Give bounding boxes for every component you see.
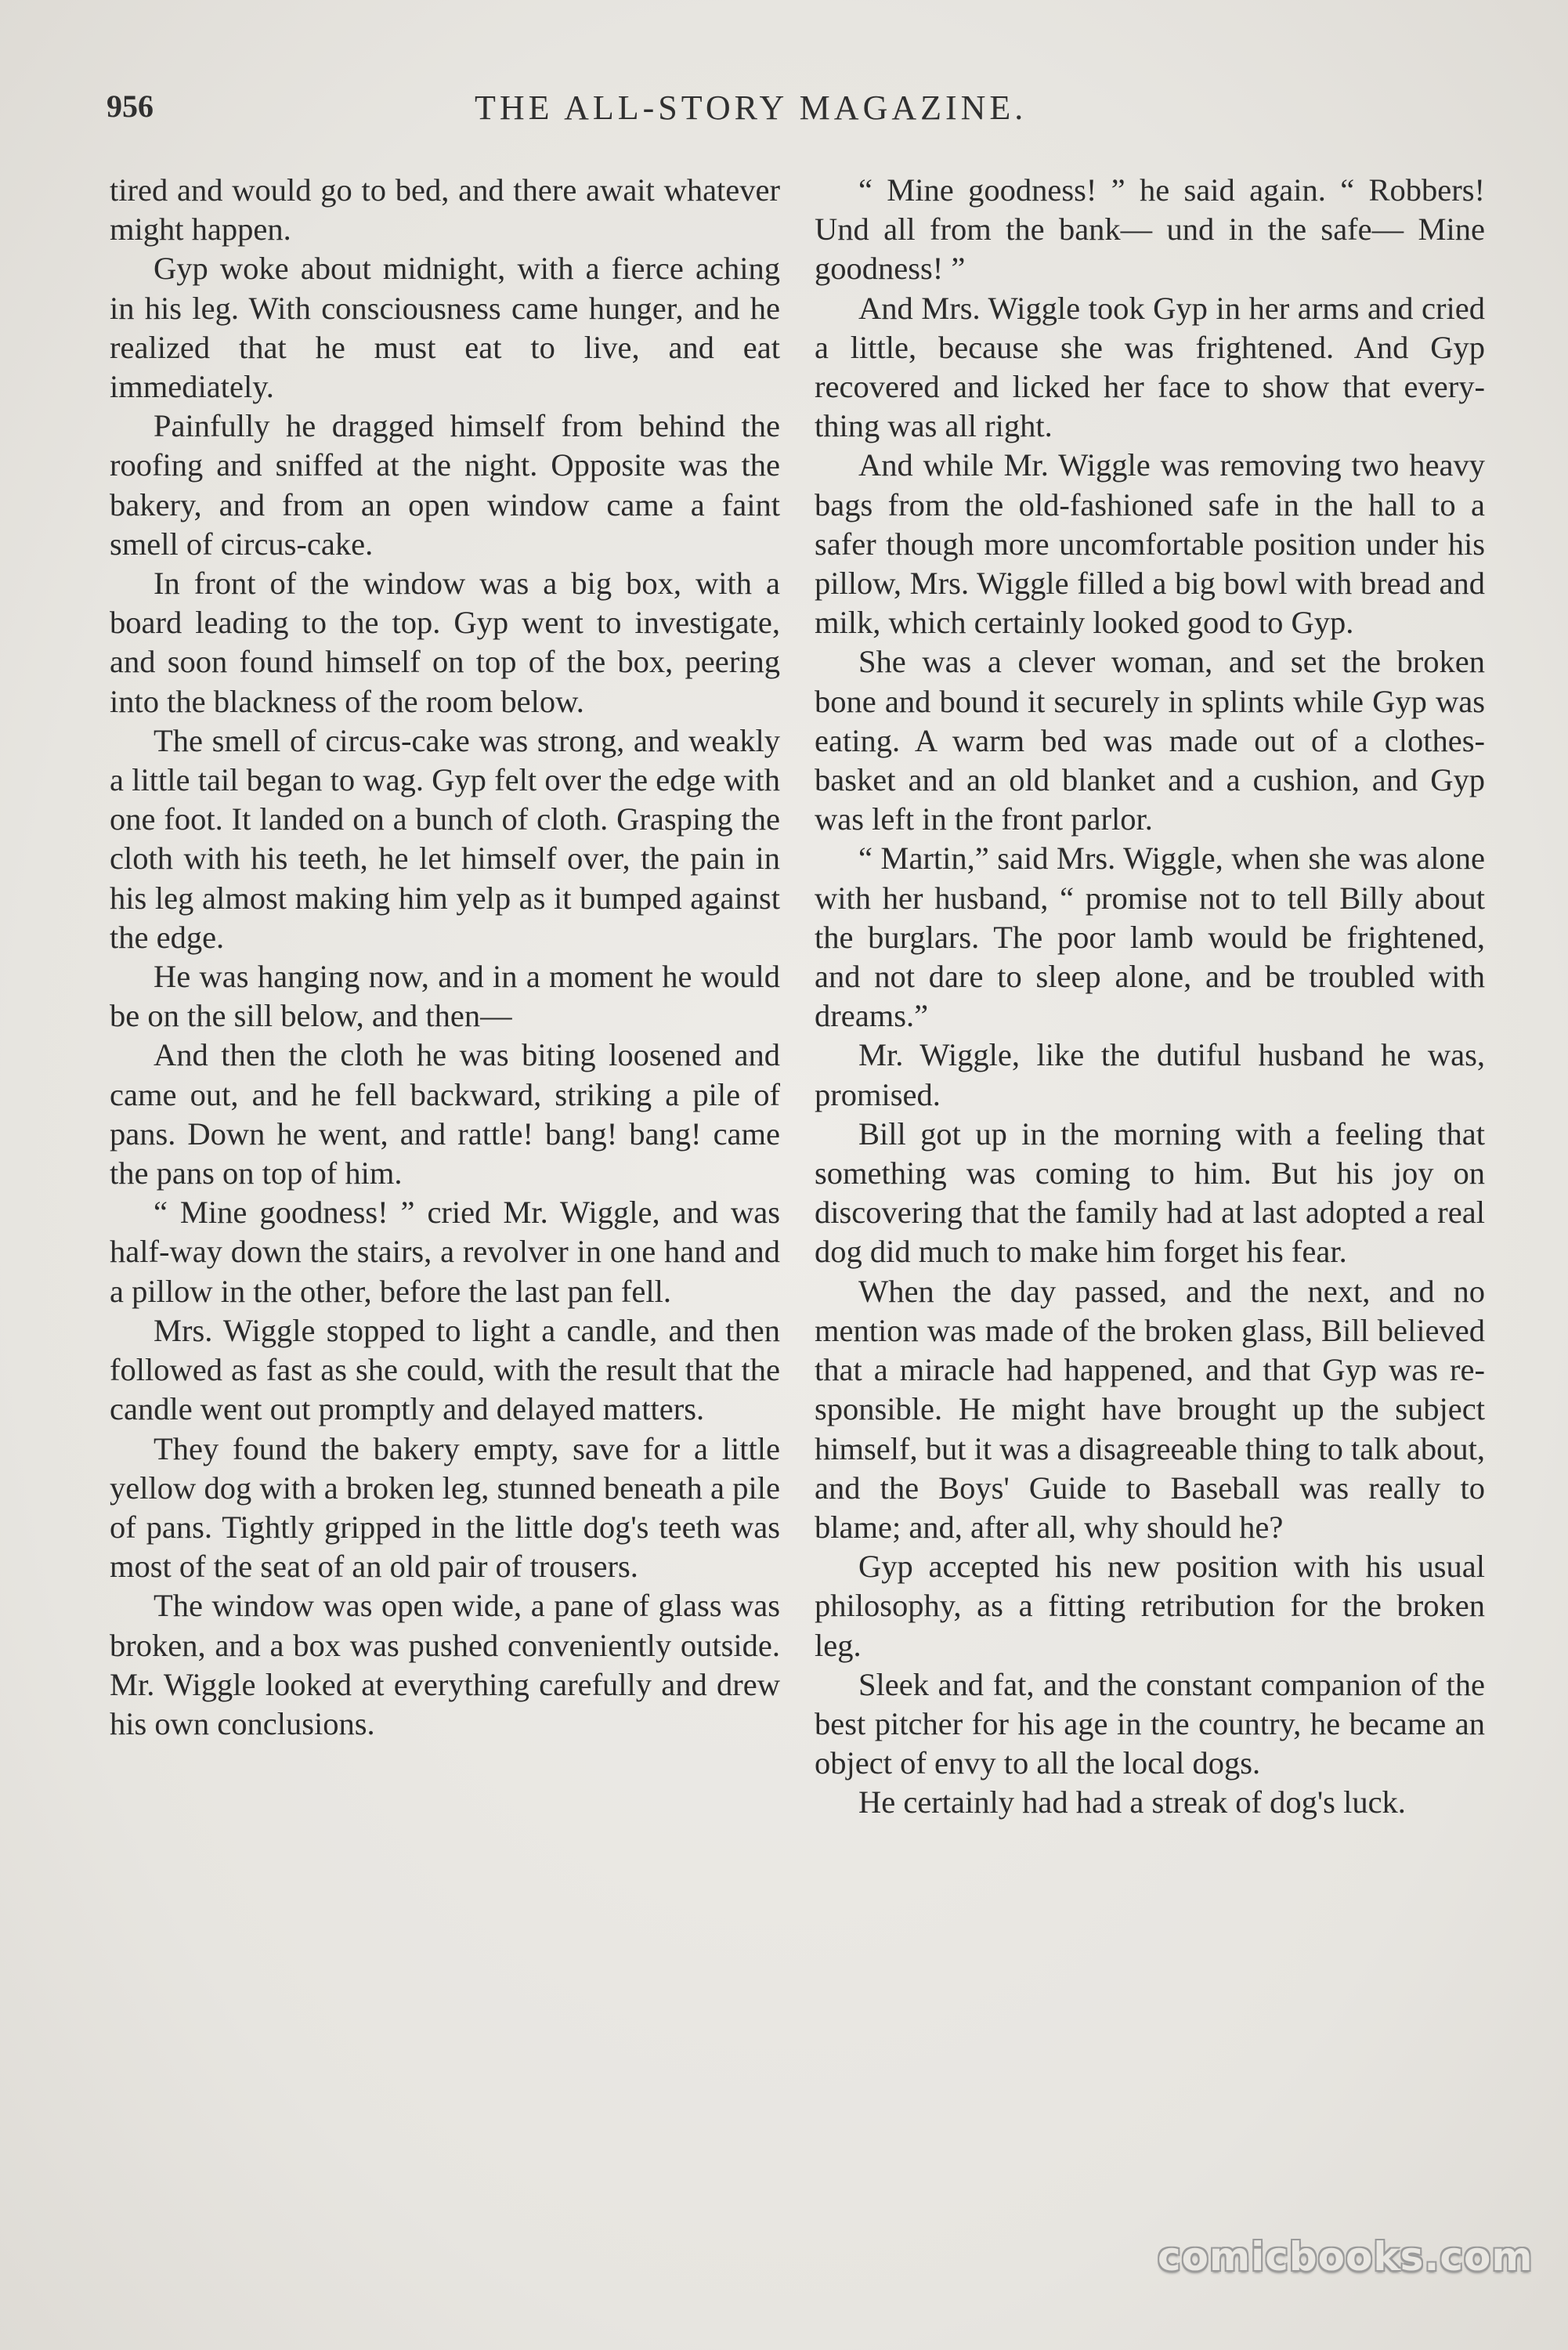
paragraph: When the day passed, and the next, and no mention was made of the broken glass, Bill believed that a miracle had happened, and that Gyp was responsible. He might have brought up the subject himself, but it was a disagreeable thing to talk about, and the Boys' Guide to Baseball was really to blame; and, after all, why should he? bbox=[815, 1273, 1485, 1545]
paragraph: He certainly had had a streak of dog's luck. bbox=[858, 1784, 1406, 1820]
paragraph: “ Mine goodness! ” he said again. “ Robbers! Und all from the bank— und in the safe— Mine goodness! ” bbox=[815, 172, 1485, 287]
running-title: THE ALL-STORY MAGAZINE. bbox=[475, 89, 1028, 127]
paragraph: And while Mr. Wiggle was removing two heavy bags from the old-fashioned safe in the hall to a safer though more uncomfortable position under his pillow, Mrs. Wiggle filled a big bowl with bread and milk, which certainly looked good to Gyp. bbox=[815, 447, 1485, 641]
paragraph: She was a clever woman, and set the broken bone and bound it securely in splints while Gyp was eating. A warm bed was made out of a clothes-basket and an old blanket and a cushion, and Gyp was left in the front parlor. bbox=[815, 644, 1485, 837]
paragraph: In front of the window was a big box, with a board leading to the top. Gyp went to investigate, and soon found himself on top of the box, peering into the blackness of the room below. bbox=[110, 566, 780, 719]
paragraph: And Mrs. Wiggle took Gyp in her arms and cried a little, because she was frightened. And Gyp recovered and licked her face to show that everything was all right. bbox=[815, 290, 1485, 444]
paragraph: Painfully he dragged himself from behind the roofing and sniffed at the night. Opposite was the bakery, and from an open window came a faint smell of circus-cake. bbox=[110, 408, 780, 562]
page-header bbox=[107, 88, 1469, 135]
paragraph: The window was open wide, a pane of glass was broken, and a box was pushed conveniently outside. Mr. Wiggle looked at everything carefully and drew his own conclusions. bbox=[110, 1588, 780, 1741]
paragraph: They found the bakery empty, save for a little yellow dog with a broken leg, stunned beneath a pile of pans. Tightly gripped in the little dog's teeth was most of the seat of an old pair of trousers. bbox=[110, 1430, 780, 1585]
left-column bbox=[110, 171, 780, 1744]
paragraph: The smell of circus-cake was strong, and weakly a little tail began to wag. Gyp felt over the edge with one foot. It landed on a bunch of cloth. Grasping the cloth with his teeth, he let himself over, the pain in his leg almost making him yelp as it bumped against the edge. bbox=[110, 722, 780, 955]
paragraph: Bill got up in the morning with a feeling that something was coming to him. But his joy on discovering that the family had at last adopted a real dog did much to make him forget his fear. bbox=[815, 1115, 1485, 1270]
watermark: comicbooks.com bbox=[1158, 2234, 1534, 2280]
right-column bbox=[815, 171, 1485, 1823]
page-number: 956 bbox=[107, 89, 154, 124]
paragraph: And then the cloth he was biting loosened and came out, and he fell backward, striking a pile of pans. Down he went, and rattle! bang! bang! came the pans on top of him. bbox=[110, 1037, 780, 1191]
paragraph: Mr. Wiggle, like the dutiful husband he was, promised. bbox=[815, 1037, 1485, 1112]
paragraph: Sleek and fat, and the constant companion of the best pitcher for his age in the country, he became an object of envy to all the local dogs. bbox=[815, 1666, 1485, 1781]
paragraph: He was hanging now, and in a moment he would be on the sill below, and then— bbox=[110, 959, 780, 1034]
paragraph: Gyp accepted his new position with his usual philosophy, as a fitting retribution for the broken leg. bbox=[815, 1549, 1485, 1663]
paragraph: Mrs. Wiggle stopped to light a candle, and then followed as fast as she could, with the result that the candle went out promptly and delayed matters. bbox=[110, 1312, 780, 1427]
paragraph: “ Martin,” said Mrs. Wiggle, when she was alone with her husband, “ promise not to tell Billy about the burglars. The poor lamb would be frightened, and not dare to sleep alone, and be troubled with dreams.” bbox=[815, 841, 1485, 1034]
paragraph: Gyp woke about midnight, with a fierce aching in his leg. With consciousness came hunger, and he realized that he must eat to live, and eat immediately. bbox=[110, 251, 780, 405]
paragraph: “ Mine goodness! ” cried Mr. Wiggle, and was half-way down the stairs, a revolver in one hand and a pillow in the other, before the last pan fell. bbox=[110, 1195, 780, 1309]
paragraph: tired and would go to bed, and there await whatever might happen. bbox=[110, 172, 780, 248]
